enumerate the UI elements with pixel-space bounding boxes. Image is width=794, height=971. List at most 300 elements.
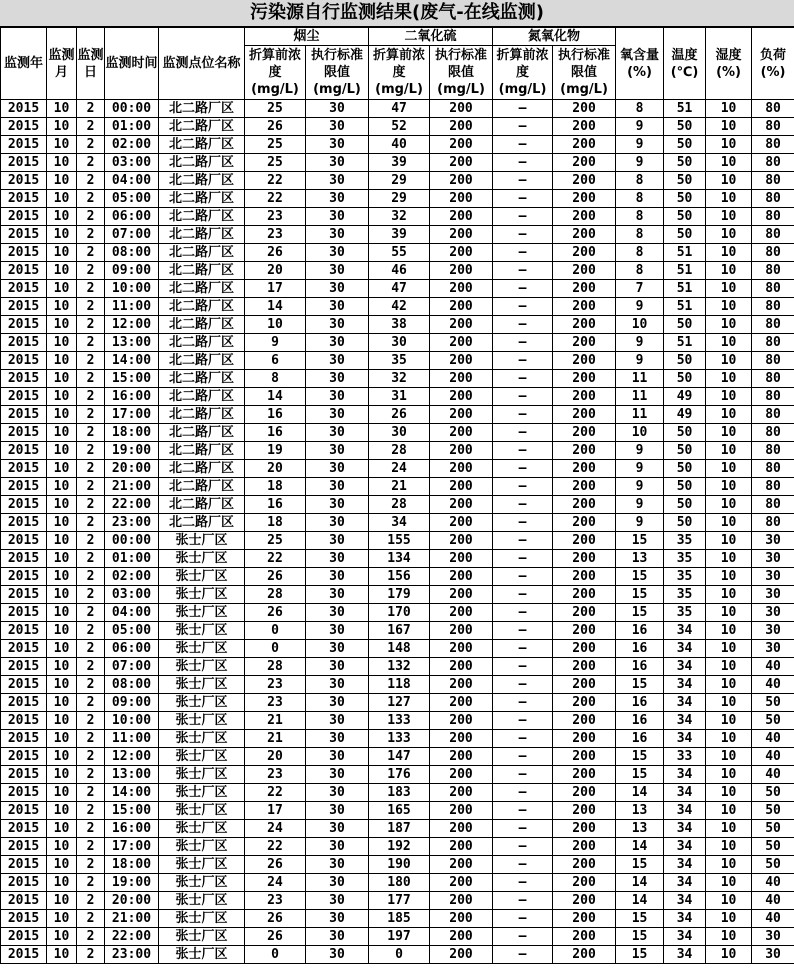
cell-nox-conc: —: [493, 406, 553, 424]
cell-site: 张士厂区: [159, 622, 245, 640]
cell-temp: 50: [664, 370, 706, 388]
cell-nox-limit: 200: [553, 478, 616, 496]
cell-site: 张士厂区: [159, 658, 245, 676]
cell-humidity: 10: [706, 244, 752, 262]
cell-dust-limit: 30: [306, 208, 369, 226]
cell-nox-limit: 200: [553, 154, 616, 172]
cell-site: 张士厂区: [159, 928, 245, 946]
cell-so2-limit: 200: [430, 478, 493, 496]
cell-temp: 51: [664, 280, 706, 298]
cell-day: 2: [77, 298, 105, 316]
cell-dust-limit: 30: [306, 154, 369, 172]
cell-nox-conc: —: [493, 910, 553, 928]
cell-day: 2: [77, 820, 105, 838]
cell-dust-conc: 22: [245, 190, 306, 208]
cell-year: 2015: [1, 244, 47, 262]
cell-so2-conc: 167: [369, 622, 430, 640]
cell-time: 21:00: [105, 478, 159, 496]
cell-site: 张士厂区: [159, 874, 245, 892]
cell-nox-conc: —: [493, 694, 553, 712]
table-row: [1, 622, 794, 640]
cell-year: 2015: [1, 946, 47, 964]
cell-so2-conc: 0: [369, 946, 430, 964]
cell-dust-conc: 26: [245, 244, 306, 262]
cell-nox-conc: —: [493, 856, 553, 874]
cell-time: 23:00: [105, 514, 159, 532]
cell-site: 北二路厂区: [159, 100, 245, 118]
cell-nox-conc: —: [493, 874, 553, 892]
cell-dust-conc: 18: [245, 514, 306, 532]
cell-so2-conc: 30: [369, 424, 430, 442]
table-row: [1, 118, 794, 136]
cell-o2: 8: [616, 208, 664, 226]
cell-temp: 50: [664, 190, 706, 208]
cell-year: 2015: [1, 226, 47, 244]
cell-site: 北二路厂区: [159, 298, 245, 316]
cell-dust-conc: 17: [245, 280, 306, 298]
cell-day: 2: [77, 280, 105, 298]
cell-month: 10: [47, 316, 77, 334]
cell-so2-limit: 200: [430, 910, 493, 928]
cell-temp: 50: [664, 118, 706, 136]
cell-so2-limit: 200: [430, 838, 493, 856]
table-row: [1, 820, 794, 838]
cell-o2: 11: [616, 388, 664, 406]
cell-so2-limit: 200: [430, 568, 493, 586]
cell-load: 40: [752, 748, 794, 766]
table-row: [1, 892, 794, 910]
table-row: [1, 568, 794, 586]
cell-humidity: 10: [706, 280, 752, 298]
cell-year: 2015: [1, 190, 47, 208]
cell-year: 2015: [1, 496, 47, 514]
cell-so2-limit: 200: [430, 604, 493, 622]
cell-site: 张士厂区: [159, 838, 245, 856]
cell-nox-limit: 200: [553, 262, 616, 280]
cell-so2-limit: 200: [430, 694, 493, 712]
cell-time: 08:00: [105, 676, 159, 694]
cell-temp: 34: [664, 820, 706, 838]
cell-humidity: 10: [706, 568, 752, 586]
cell-so2-limit: 200: [430, 244, 493, 262]
cell-month: 10: [47, 604, 77, 622]
cell-nox-conc: —: [493, 460, 553, 478]
cell-site: 张士厂区: [159, 640, 245, 658]
cell-nox-conc: —: [493, 190, 553, 208]
cell-year: 2015: [1, 334, 47, 352]
cell-day: 2: [77, 100, 105, 118]
cell-year: 2015: [1, 856, 47, 874]
cell-nox-limit: 200: [553, 280, 616, 298]
cell-day: 2: [77, 496, 105, 514]
cell-temp: 50: [664, 352, 706, 370]
cell-year: 2015: [1, 118, 47, 136]
cell-load: 80: [752, 280, 794, 298]
cell-so2-conc: 21: [369, 478, 430, 496]
cell-temp: 34: [664, 802, 706, 820]
cell-nox-conc: —: [493, 496, 553, 514]
cell-month: 10: [47, 460, 77, 478]
cell-so2-conc: 147: [369, 748, 430, 766]
cell-year: 2015: [1, 442, 47, 460]
cell-o2: 8: [616, 190, 664, 208]
cell-dust-limit: 30: [306, 730, 369, 748]
cell-so2-conc: 197: [369, 928, 430, 946]
cell-time: 02:00: [105, 568, 159, 586]
cell-dust-limit: 30: [306, 190, 369, 208]
cell-o2: 9: [616, 460, 664, 478]
cell-humidity: 10: [706, 856, 752, 874]
cell-dust-conc: 16: [245, 424, 306, 442]
cell-nox-limit: 200: [553, 910, 616, 928]
cell-dust-conc: 14: [245, 388, 306, 406]
cell-o2: 9: [616, 334, 664, 352]
cell-so2-limit: 200: [430, 352, 493, 370]
cell-dust-conc: 26: [245, 604, 306, 622]
cell-load: 80: [752, 370, 794, 388]
cell-time: 18:00: [105, 424, 159, 442]
cell-humidity: 10: [706, 550, 752, 568]
table-row: [1, 298, 794, 316]
table-row: [1, 136, 794, 154]
cell-humidity: 10: [706, 370, 752, 388]
cell-nox-limit: 200: [553, 352, 616, 370]
cell-day: 2: [77, 892, 105, 910]
cell-temp: 34: [664, 838, 706, 856]
cell-site: 张士厂区: [159, 730, 245, 748]
cell-day: 2: [77, 424, 105, 442]
cell-load: 80: [752, 352, 794, 370]
cell-nox-conc: —: [493, 370, 553, 388]
cell-o2: 16: [616, 694, 664, 712]
table-row: [1, 532, 794, 550]
cell-temp: 34: [664, 892, 706, 910]
cell-humidity: 10: [706, 892, 752, 910]
cell-dust-conc: 10: [245, 316, 306, 334]
cell-day: 2: [77, 388, 105, 406]
cell-time: 00:00: [105, 100, 159, 118]
cell-nox-limit: 200: [553, 190, 616, 208]
cell-time: 08:00: [105, 244, 159, 262]
table-row: [1, 730, 794, 748]
cell-time: 22:00: [105, 928, 159, 946]
cell-so2-limit: 200: [430, 532, 493, 550]
table-row: [1, 658, 794, 676]
cell-nox-limit: 200: [553, 334, 616, 352]
table-row: [1, 550, 794, 568]
cell-temp: 34: [664, 874, 706, 892]
cell-nox-limit: 200: [553, 586, 616, 604]
cell-site: 张士厂区: [159, 784, 245, 802]
cell-nox-limit: 200: [553, 712, 616, 730]
table-row: [1, 694, 794, 712]
cell-so2-limit: 200: [430, 928, 493, 946]
cell-site: 张士厂区: [159, 892, 245, 910]
cell-dust-limit: 30: [306, 802, 369, 820]
cell-nox-limit: 200: [553, 604, 616, 622]
table-row: [1, 334, 794, 352]
cell-load: 80: [752, 118, 794, 136]
cell-temp: 34: [664, 676, 706, 694]
cell-dust-limit: 30: [306, 784, 369, 802]
cell-nox-limit: 200: [553, 118, 616, 136]
cell-year: 2015: [1, 730, 47, 748]
cell-month: 10: [47, 676, 77, 694]
cell-month: 10: [47, 712, 77, 730]
cell-time: 13:00: [105, 766, 159, 784]
table-row: [1, 442, 794, 460]
cell-dust-conc: 18: [245, 478, 306, 496]
cell-o2: 15: [616, 946, 664, 964]
cell-load: 80: [752, 226, 794, 244]
cell-nox-limit: 200: [553, 766, 616, 784]
cell-year: 2015: [1, 424, 47, 442]
cell-time: 19:00: [105, 874, 159, 892]
cell-month: 10: [47, 784, 77, 802]
cell-o2: 16: [616, 658, 664, 676]
cell-month: 10: [47, 622, 77, 640]
cell-so2-limit: 200: [430, 118, 493, 136]
cell-load: 30: [752, 604, 794, 622]
cell-month: 10: [47, 244, 77, 262]
cell-dust-conc: 28: [245, 586, 306, 604]
cell-nox-limit: 200: [553, 676, 616, 694]
cell-temp: 34: [664, 910, 706, 928]
cell-so2-conc: 185: [369, 910, 430, 928]
table-row: [1, 226, 794, 244]
cell-humidity: 10: [706, 658, 752, 676]
cell-nox-conc: —: [493, 658, 553, 676]
cell-load: 50: [752, 694, 794, 712]
cell-o2: 15: [616, 856, 664, 874]
header-nox-conc: 折算前浓度(mg/L): [493, 46, 553, 100]
cell-so2-limit: 200: [430, 424, 493, 442]
cell-load: 80: [752, 496, 794, 514]
cell-humidity: 10: [706, 910, 752, 928]
header-dust-limit: 执行标准限值(mg/L): [306, 46, 369, 100]
cell-load: 30: [752, 928, 794, 946]
cell-year: 2015: [1, 784, 47, 802]
cell-site: 北二路厂区: [159, 118, 245, 136]
cell-nox-limit: 200: [553, 388, 616, 406]
cell-load: 80: [752, 514, 794, 532]
cell-so2-conc: 180: [369, 874, 430, 892]
cell-dust-conc: 22: [245, 550, 306, 568]
cell-time: 09:00: [105, 694, 159, 712]
cell-year: 2015: [1, 208, 47, 226]
cell-so2-limit: 200: [430, 856, 493, 874]
cell-load: 80: [752, 208, 794, 226]
cell-month: 10: [47, 118, 77, 136]
cell-temp: 35: [664, 568, 706, 586]
cell-nox-limit: 200: [553, 226, 616, 244]
cell-dust-conc: 20: [245, 460, 306, 478]
cell-day: 2: [77, 118, 105, 136]
table-row: [1, 766, 794, 784]
cell-nox-conc: —: [493, 244, 553, 262]
cell-year: 2015: [1, 316, 47, 334]
cell-so2-limit: 200: [430, 190, 493, 208]
cell-nox-conc: —: [493, 226, 553, 244]
cell-day: 2: [77, 334, 105, 352]
cell-so2-conc: 28: [369, 496, 430, 514]
cell-so2-conc: 127: [369, 694, 430, 712]
cell-o2: 15: [616, 748, 664, 766]
cell-dust-limit: 30: [306, 226, 369, 244]
cell-site: 北二路厂区: [159, 370, 245, 388]
table-row: [1, 910, 794, 928]
cell-month: 10: [47, 874, 77, 892]
cell-so2-conc: 24: [369, 460, 430, 478]
cell-time: 10:00: [105, 280, 159, 298]
cell-dust-conc: 8: [245, 370, 306, 388]
cell-dust-conc: 0: [245, 946, 306, 964]
cell-so2-conc: 118: [369, 676, 430, 694]
cell-so2-limit: 200: [430, 172, 493, 190]
cell-time: 06:00: [105, 208, 159, 226]
cell-load: 80: [752, 406, 794, 424]
cell-time: 16:00: [105, 388, 159, 406]
cell-nox-limit: 200: [553, 442, 616, 460]
cell-nox-conc: —: [493, 424, 553, 442]
table-row: [1, 424, 794, 442]
cell-month: 10: [47, 514, 77, 532]
table-row: [1, 280, 794, 298]
cell-site: 北二路厂区: [159, 388, 245, 406]
cell-time: 01:00: [105, 550, 159, 568]
table-row: [1, 586, 794, 604]
cell-nox-conc: —: [493, 136, 553, 154]
cell-year: 2015: [1, 640, 47, 658]
cell-o2: 9: [616, 136, 664, 154]
cell-humidity: 10: [706, 406, 752, 424]
header-temp: 温度(℃): [664, 28, 706, 100]
cell-dust-limit: 30: [306, 910, 369, 928]
cell-nox-limit: 200: [553, 946, 616, 964]
cell-humidity: 10: [706, 226, 752, 244]
header-nox-limit: 执行标准限值(mg/L): [553, 46, 616, 100]
cell-load: 80: [752, 190, 794, 208]
header-so2-group: 二氧化硫: [369, 28, 493, 46]
cell-nox-conc: —: [493, 748, 553, 766]
cell-load: 40: [752, 730, 794, 748]
cell-time: 11:00: [105, 298, 159, 316]
cell-year: 2015: [1, 712, 47, 730]
cell-load: 80: [752, 478, 794, 496]
cell-load: 80: [752, 316, 794, 334]
cell-so2-conc: 39: [369, 226, 430, 244]
cell-dust-limit: 30: [306, 406, 369, 424]
cell-o2: 9: [616, 514, 664, 532]
cell-load: 80: [752, 442, 794, 460]
cell-so2-conc: 42: [369, 298, 430, 316]
cell-so2-conc: 29: [369, 190, 430, 208]
cell-dust-conc: 25: [245, 532, 306, 550]
cell-load: 40: [752, 676, 794, 694]
cell-day: 2: [77, 694, 105, 712]
cell-dust-limit: 30: [306, 442, 369, 460]
cell-load: 80: [752, 424, 794, 442]
cell-dust-limit: 30: [306, 874, 369, 892]
cell-site: 北二路厂区: [159, 334, 245, 352]
cell-day: 2: [77, 928, 105, 946]
cell-load: 80: [752, 154, 794, 172]
cell-day: 2: [77, 172, 105, 190]
cell-nox-limit: 200: [553, 100, 616, 118]
cell-so2-conc: 170: [369, 604, 430, 622]
cell-so2-conc: 47: [369, 100, 430, 118]
cell-day: 2: [77, 442, 105, 460]
cell-year: 2015: [1, 604, 47, 622]
cell-site: 北二路厂区: [159, 262, 245, 280]
cell-temp: 34: [664, 640, 706, 658]
table-row: [1, 244, 794, 262]
cell-site: 张士厂区: [159, 766, 245, 784]
cell-month: 10: [47, 892, 77, 910]
cell-temp: 34: [664, 856, 706, 874]
cell-year: 2015: [1, 586, 47, 604]
cell-month: 10: [47, 532, 77, 550]
cell-so2-limit: 200: [430, 370, 493, 388]
cell-day: 2: [77, 586, 105, 604]
cell-nox-limit: 200: [553, 802, 616, 820]
cell-dust-conc: 25: [245, 154, 306, 172]
header-humidity: 湿度(%): [706, 28, 752, 100]
cell-temp: 51: [664, 262, 706, 280]
cell-so2-conc: 165: [369, 802, 430, 820]
cell-day: 2: [77, 838, 105, 856]
cell-site: 张士厂区: [159, 712, 245, 730]
cell-so2-limit: 200: [430, 676, 493, 694]
cell-nox-conc: —: [493, 640, 553, 658]
cell-so2-limit: 200: [430, 640, 493, 658]
cell-nox-limit: 200: [553, 748, 616, 766]
cell-so2-conc: 187: [369, 820, 430, 838]
cell-nox-conc: —: [493, 622, 553, 640]
cell-dust-conc: 0: [245, 622, 306, 640]
cell-nox-conc: —: [493, 388, 553, 406]
cell-year: 2015: [1, 748, 47, 766]
cell-dust-limit: 30: [306, 838, 369, 856]
cell-humidity: 10: [706, 334, 752, 352]
header-row-groups: [1, 28, 794, 46]
cell-month: 10: [47, 550, 77, 568]
table-row: [1, 388, 794, 406]
cell-o2: 10: [616, 316, 664, 334]
cell-dust-conc: 22: [245, 784, 306, 802]
cell-o2: 7: [616, 280, 664, 298]
cell-temp: 35: [664, 586, 706, 604]
cell-dust-limit: 30: [306, 586, 369, 604]
cell-nox-conc: —: [493, 532, 553, 550]
cell-nox-limit: 200: [553, 496, 616, 514]
table-row: [1, 154, 794, 172]
cell-humidity: 10: [706, 712, 752, 730]
cell-site: 北二路厂区: [159, 208, 245, 226]
cell-load: 80: [752, 136, 794, 154]
cell-temp: 50: [664, 136, 706, 154]
cell-nox-conc: —: [493, 802, 553, 820]
cell-so2-conc: 133: [369, 730, 430, 748]
cell-year: 2015: [1, 370, 47, 388]
cell-so2-conc: 47: [369, 280, 430, 298]
cell-humidity: 10: [706, 316, 752, 334]
cell-dust-conc: 17: [245, 802, 306, 820]
cell-load: 40: [752, 658, 794, 676]
cell-time: 18:00: [105, 856, 159, 874]
cell-so2-conc: 38: [369, 316, 430, 334]
cell-month: 10: [47, 820, 77, 838]
